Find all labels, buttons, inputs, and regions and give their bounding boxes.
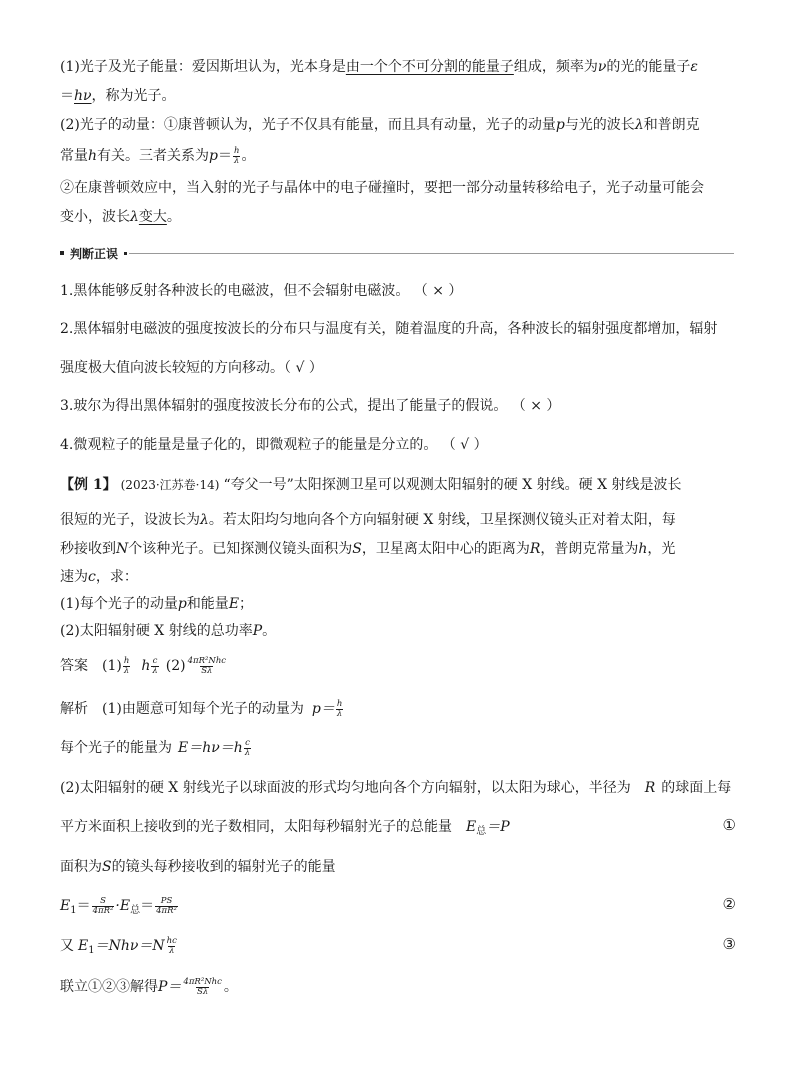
concept-line-4 xyxy=(60,146,736,166)
example-question-2 xyxy=(60,621,736,641)
text: 的球面上每 xyxy=(661,780,732,796)
fraction-numerator: PS xyxy=(160,895,173,906)
fraction-power xyxy=(187,657,227,676)
symbol-h: h xyxy=(88,148,98,164)
judgement-item-3: 3.玻尔为得出黑体辐射的强度按波长分布的公式，提出了能量子的假说。 （ × ） xyxy=(60,398,561,414)
text: 很短的光子，设波长为 xyxy=(60,512,200,528)
symbol-lambda: λ xyxy=(634,117,644,133)
symbol-R: R xyxy=(529,541,541,557)
answer-label: 答案 xyxy=(60,658,88,674)
fraction-numerator: c xyxy=(152,655,158,666)
text: ，称为光子。 xyxy=(91,88,176,104)
text: (2)光子的动量：①康普顿认为，光子不仅具有能量，而且具有动量，光子的动量 xyxy=(60,117,556,133)
section-header-judgement xyxy=(60,245,734,261)
equation-marker-2: ② xyxy=(722,895,736,913)
fraction-denominator: λ xyxy=(234,155,240,166)
fraction-denominator: 4πR² xyxy=(92,905,114,916)
symbol-p: p xyxy=(209,148,218,164)
concept-line-3 xyxy=(60,115,736,135)
equation: ＝Nhν＝N xyxy=(94,938,165,954)
example-tag: 【例 1】 xyxy=(60,477,117,493)
section-title: 判断正误 xyxy=(70,246,119,261)
symbol-E: E xyxy=(78,938,89,954)
subscript: 1 xyxy=(88,945,95,956)
fraction-numerator: h xyxy=(123,655,130,666)
text: ，光 xyxy=(647,541,676,557)
text: (1)每个光子的动量 xyxy=(60,596,178,612)
text: ，普朗克常量为 xyxy=(540,541,639,557)
bullet-square-icon xyxy=(60,251,64,255)
divider xyxy=(129,253,734,254)
example-line-2 xyxy=(60,510,736,530)
text: 联立①②③解得 xyxy=(60,979,158,995)
fraction-hc-over-lambda xyxy=(166,937,178,956)
text: 每个光子的能量为 xyxy=(60,740,172,756)
text: 变小，波长 xyxy=(60,209,130,225)
fraction-S-over-area xyxy=(92,897,115,916)
text: ； xyxy=(239,596,254,612)
analysis-label: 解析 xyxy=(60,701,88,717)
analysis-line-5 xyxy=(60,857,736,877)
text: 的镜头每秒接收到的辐射光子的能量 xyxy=(111,859,336,875)
equation-line-2 xyxy=(60,896,736,921)
symbol-lambda: λ xyxy=(130,209,139,225)
fraction-numerator: h xyxy=(234,145,240,156)
equation-line-4 xyxy=(60,977,736,997)
judgement-item-2-line-1: 2.黑体辐射电磁波的强度按波长的分布只与温度有关，随着温度的升高，各种波长的辐射强度都增加，辐射 xyxy=(60,321,718,337)
fraction-h-over-lambda xyxy=(123,657,130,676)
text: ＝ xyxy=(76,898,91,914)
text: (2)太阳辐射的硬 X 射线光子以球面波的形式均匀地向各个方向辐射，以太阳为球心，半径为 xyxy=(60,780,631,796)
judgement-item-4: 4.微观粒子的能量是量子化的，即微观粒子的能量是分立的。 （ √ ） xyxy=(60,437,488,453)
symbol-E: E xyxy=(60,898,71,914)
symbol-S: S xyxy=(102,859,112,875)
fraction-numerator: S xyxy=(100,895,106,906)
text: (1)光子及光子能量：爱因斯坦认为，光本身是 xyxy=(60,59,346,75)
symbol-lambda: λ xyxy=(200,512,209,528)
example-line-3 xyxy=(60,539,736,559)
symbol-h: h xyxy=(638,541,648,557)
symbol-E: ·E xyxy=(115,898,131,914)
text: 又 xyxy=(60,938,74,954)
text: (2) xyxy=(165,658,186,674)
analysis-line-4 xyxy=(60,817,736,842)
text: (2)太阳辐射硬 X 射线的总功率 xyxy=(60,623,253,639)
text: 。 xyxy=(241,148,256,164)
text: ，求： xyxy=(95,569,138,585)
example-source: (2023·江苏卷·14) xyxy=(120,478,220,492)
fraction-denominator: λ xyxy=(152,665,158,676)
symbol-S: S xyxy=(352,541,362,557)
text: 。若太阳均匀地向各个方向辐射硬 X 射线，卫星探测仪镜头正对着太阳，每 xyxy=(208,512,676,528)
symbol-E: E xyxy=(228,596,240,612)
example-question-1 xyxy=(60,594,736,614)
symbol-h: h xyxy=(141,658,151,674)
fraction-h-over-lambda xyxy=(233,147,240,166)
symbol-c: c xyxy=(88,569,96,585)
underlined-answer: 由一个个不可分割的能量子 xyxy=(345,59,514,75)
answer-line xyxy=(60,656,736,676)
concept-line-6 xyxy=(60,207,736,227)
subscript: 总 xyxy=(476,826,487,837)
text: 和普朗克 xyxy=(643,117,700,133)
text: 组成，频率为 xyxy=(513,59,598,75)
text: ，卫星离太阳中心的距离为 xyxy=(361,541,530,557)
equation: E＝hν＝h xyxy=(178,740,243,756)
judgement-item-1: 1.黑体能够反射各种波长的电磁波，但不会辐射电磁波。 （ × ） xyxy=(60,283,463,299)
concept-line-1 xyxy=(60,57,736,77)
example-line-1 xyxy=(60,475,736,495)
text: 有关。三者关系为 xyxy=(97,148,210,164)
equation: ＝P xyxy=(486,819,510,835)
text: 和能量 xyxy=(186,596,229,612)
fraction-h-over-lambda xyxy=(336,700,343,719)
fraction-numerator: hc xyxy=(166,935,177,946)
text: 速为 xyxy=(60,569,88,585)
analysis-line-2 xyxy=(60,738,736,758)
analysis-line-3 xyxy=(60,778,736,798)
symbol-p: p xyxy=(555,117,565,133)
concept-line-2 xyxy=(60,86,736,106)
text: 。 xyxy=(166,209,181,225)
fraction-numerator: h xyxy=(336,698,343,709)
symbol-epsilon: ε xyxy=(690,59,698,75)
text: ＝ xyxy=(60,88,74,104)
fraction-PS-over-area xyxy=(155,897,178,916)
subscript: 1 xyxy=(70,905,77,916)
fraction-numerator: 4πR²Nhc xyxy=(183,976,222,987)
text: “夸父一号”太阳探测卫星可以观测太阳辐射的硬 X 射线。硬 X 射线是波长 xyxy=(223,477,682,493)
equation-marker-1: ① xyxy=(722,816,736,834)
fraction-numerator: c xyxy=(245,737,250,748)
text: ＝ xyxy=(218,148,232,164)
bullet-square-icon xyxy=(124,252,127,255)
symbol-E: E xyxy=(466,819,477,835)
concept-line-5 xyxy=(60,178,736,198)
symbol-p: p xyxy=(177,596,187,612)
fraction-numerator: 4πR²Nhc xyxy=(187,655,227,666)
fraction-power xyxy=(182,978,222,997)
example-line-4 xyxy=(60,567,736,587)
text: 。 xyxy=(223,979,238,995)
fraction-denominator: Sλ xyxy=(197,986,209,997)
equation-marker-3: ③ xyxy=(722,935,736,953)
analysis-line-1 xyxy=(60,699,736,719)
equation: P＝ xyxy=(158,979,182,995)
fraction-denominator: λ xyxy=(123,665,130,676)
fraction-denominator: λ xyxy=(169,945,175,956)
fraction-c-over-lambda xyxy=(151,657,158,676)
text: ＝ xyxy=(140,898,155,914)
text: (1) xyxy=(102,658,122,674)
fraction-denominator: λ xyxy=(336,708,343,719)
text: 的光的能量子 xyxy=(606,59,691,75)
fraction-denominator: 4πR² xyxy=(156,905,177,916)
judgement-item-2-line-2: 强度极大值向波长较短的方向移动。（ √ ） xyxy=(60,360,323,376)
text: 平方米面积上接收到的光子数相同，太阳每秒辐射光子的总能量 xyxy=(60,819,452,835)
underlined-answer: hν xyxy=(74,88,92,104)
text: 。 xyxy=(262,623,277,639)
symbol-P: P xyxy=(252,623,263,639)
underlined-answer: 变大 xyxy=(138,209,167,225)
text: 个该种光子。已知探测仪镜头面积为 xyxy=(128,541,353,557)
text: 与光的波长 xyxy=(564,117,635,133)
text: 面积为 xyxy=(60,859,102,875)
symbol-R: R xyxy=(644,780,656,796)
text: 常量 xyxy=(60,148,88,164)
equation: p＝ xyxy=(311,701,335,717)
symbol-nu: ν xyxy=(597,59,607,75)
subscript: 总 xyxy=(130,905,141,916)
symbol-N: N xyxy=(116,541,129,557)
fraction-denominator: λ xyxy=(244,747,251,758)
text: (1)由题意可知每个光子的动量为 xyxy=(102,701,304,717)
fraction-c-over-lambda xyxy=(244,739,251,758)
fraction-denominator: Sλ xyxy=(201,665,213,676)
text: ②在康普顿效应中，当入射的光子与晶体中的电子碰撞时，要把一部分动量转移给电子，光子动量可能会 xyxy=(60,180,704,196)
text: 秒接收到 xyxy=(60,541,116,557)
equation-line-3 xyxy=(60,936,736,961)
